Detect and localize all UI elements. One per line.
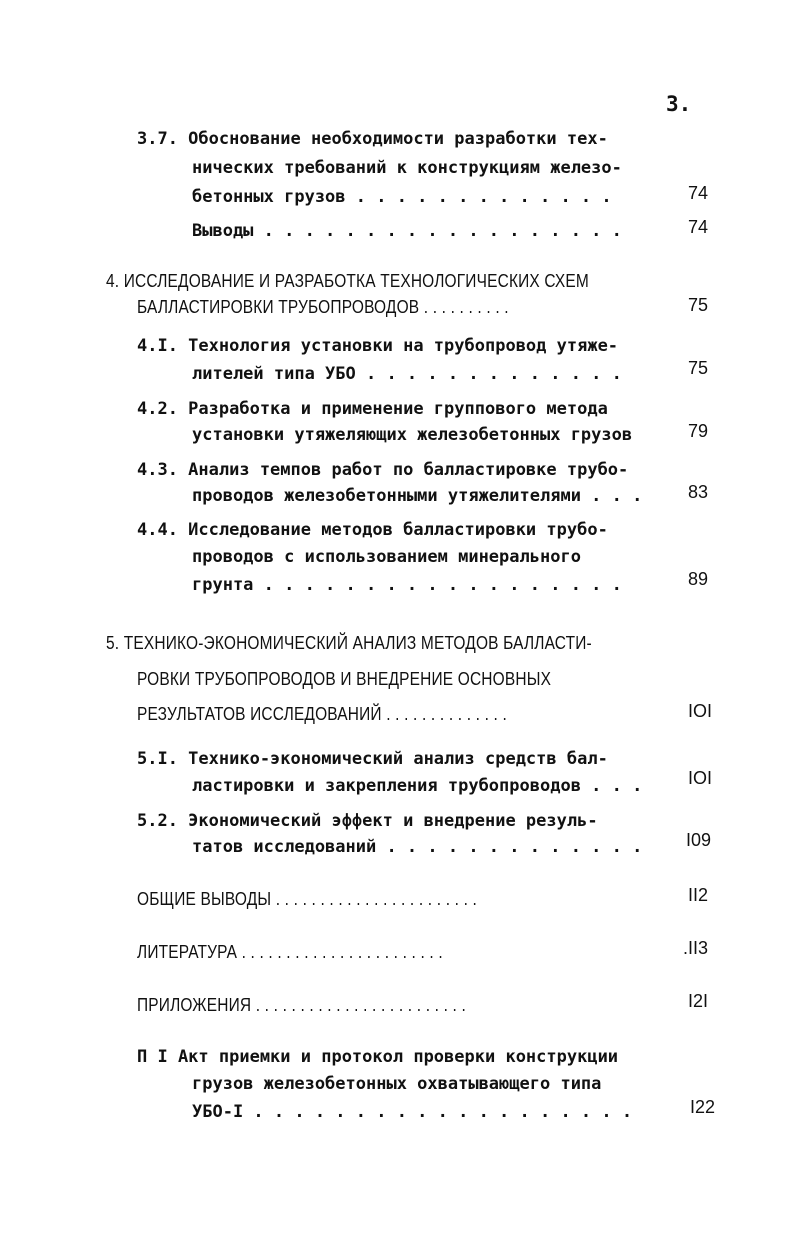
toc-chapter-5-page: IOI	[688, 701, 713, 721]
toc-3-7-line-2: нических требований к конструкциям железо-	[192, 158, 622, 178]
toc-4-3-line-2: проводов железобетонными утяжелителями . . .	[192, 486, 643, 506]
toc-4-4-line-2: проводов с использованием минерального	[192, 547, 581, 567]
toc-literature-page: .II3	[683, 938, 709, 958]
toc-chapter-5-line-3: РЕЗУЛЬТАТОВ ИССЛЕДОВАНИЙ . . . . . . . . . . . . . .	[137, 704, 507, 724]
toc-chapter-5-line-2: РОВКИ ТРУБОПРОВОДОВ И ВНЕДРЕНИЕ ОСНОВНЫХ	[137, 669, 552, 689]
toc-appendix-1-line-3: УБО-I . . . . . . . . . . . . . . . . . . .	[192, 1102, 633, 1122]
toc-3-7-line-3: бетонных грузов . . . . . . . . . . . . .	[192, 187, 612, 207]
toc-appendix-1-line-1: П I Акт приемки и протокол проверки конструкции	[137, 1047, 619, 1067]
toc-4-2-line-1: 4.2. Разработка и применение группового метода	[137, 399, 608, 419]
toc-4-1-page: 75	[688, 358, 709, 378]
toc-chapter-5-line-1: 5. ТЕХНИКО-ЭКОНОМИЧЕСКИЙ АНАЛИЗ МЕТОДОВ БАЛЛАСТИ-	[106, 633, 592, 653]
toc-appendix-1-page: I22	[690, 1097, 716, 1117]
toc-4-2-line-2: установки утяжеляющих железобетонных грузов	[192, 425, 633, 445]
toc-general-conclusions: ОБЩИЕ ВЫВОДЫ . . . . . . . . . . . . . . . . . . . . . . .	[137, 889, 478, 909]
toc-5-2-line-1: 5.2. Экономический эффект и внедрение резуль-	[137, 811, 598, 831]
toc-5-1-line-2: ластировки и закрепления трубопроводов . . .	[192, 776, 643, 796]
toc-appendix-1-line-2: грузов железобетонных охватывающего типа	[192, 1074, 602, 1094]
toc-3-7-line-1: 3.7. Обоснование необходимости разработки тех-	[137, 129, 608, 149]
toc-4-3-line-1: 4.3. Анализ темпов работ по балластировке трубо-	[137, 460, 629, 480]
page-number: 3.	[666, 92, 692, 116]
toc-5-2-page: I09	[686, 830, 712, 850]
toc-5-1-line-1: 5.I. Технико-экономический анализ средств бал-	[137, 749, 608, 769]
toc-4-2-page: 79	[688, 421, 709, 441]
toc-3-7-page: 74	[688, 183, 709, 203]
toc-5-2-line-2: татов исследований . . . . . . . . . . . . .	[192, 837, 643, 857]
toc-chapter-4-line-2: БАЛЛАСТИРОВКИ ТРУБОПРОВОДОВ . . . . . . . . . .	[137, 297, 509, 317]
toc-4-1-line-1: 4.I. Технология установки на трубопровод утяже-	[137, 336, 619, 356]
toc-general-conclusions-page: II2	[688, 885, 709, 905]
toc-conclusions-line: Выводы . . . . . . . . . . . . . . . . . .	[192, 221, 622, 241]
toc-literature: ЛИТЕРАТУРА . . . . . . . . . . . . . . . . . . . . . . .	[137, 942, 443, 962]
toc-4-4-line-3: грунта . . . . . . . . . . . . . . . . . .	[192, 575, 622, 595]
toc-appendices: ПРИЛОЖЕНИЯ . . . . . . . . . . . . . . . . . . . . . . . .	[137, 995, 466, 1015]
toc-4-4-page: 89	[688, 569, 709, 589]
toc-conclusions-page: 74	[688, 217, 709, 237]
toc-4-1-line-2: лителей типа УБО . . . . . . . . . . . . .	[192, 364, 622, 384]
toc-chapter-4-line-1: 4. ИССЛЕДОВАНИЕ И РАЗРАБОТКА ТЕХНОЛОГИЧЕСКИХ СХЕМ	[106, 271, 589, 291]
toc-appendices-page: I2I	[688, 991, 709, 1011]
toc-5-1-page: IOI	[688, 768, 713, 788]
toc-4-4-line-1: 4.4. Исследование методов балластировки трубо-	[137, 520, 608, 540]
toc-4-3-page: 83	[688, 482, 709, 502]
toc-chapter-4-page: 75	[688, 295, 709, 315]
